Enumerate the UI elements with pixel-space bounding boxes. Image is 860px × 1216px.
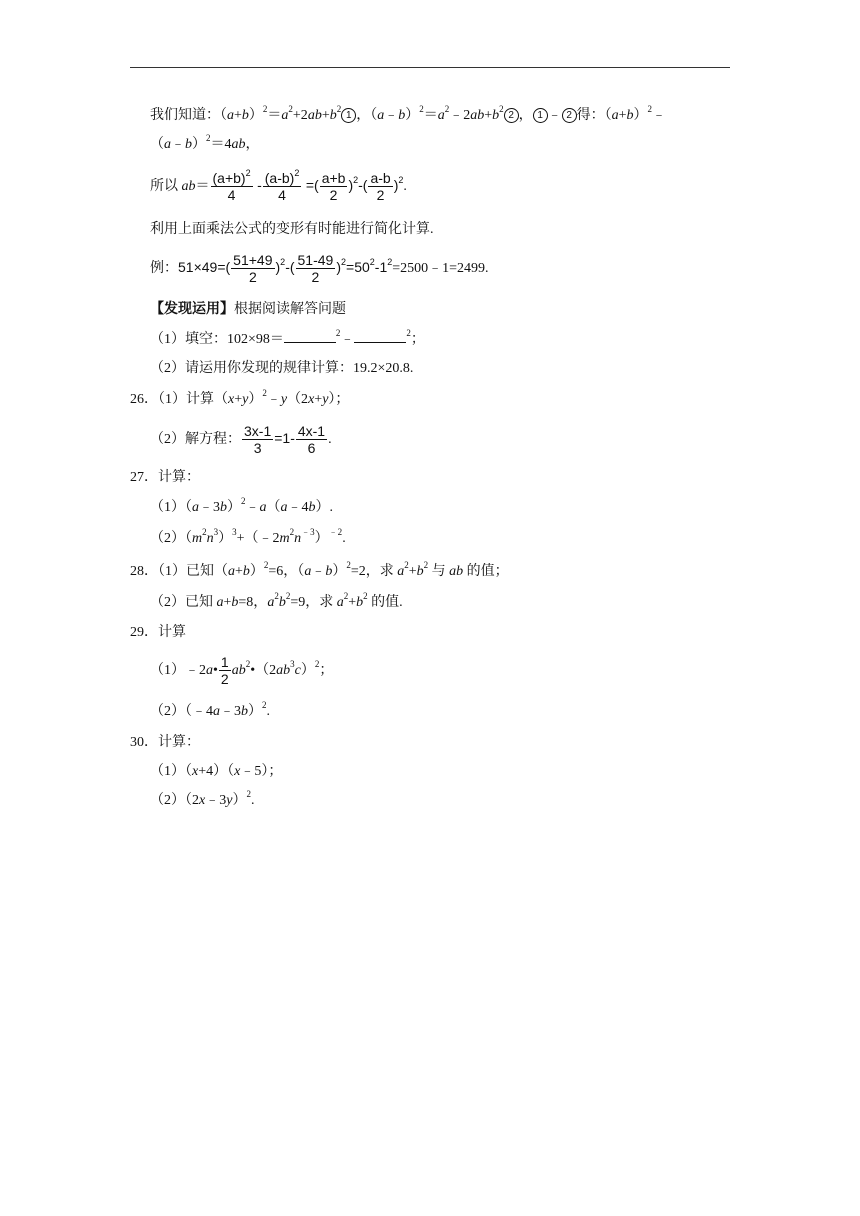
- problem-30-part-2: （2）（2x﹣3y）$^2$.: [150, 789, 255, 808]
- problem-29-part-1: （1）﹣2a• $\frac{1}{2}$ $ab^2•(2ab^3c)^2$；: [150, 654, 334, 688]
- fill-blank[interactable]: [284, 330, 336, 343]
- fraction: $\frac{(a-b)^2}{4}$: [264, 168, 300, 204]
- problem-26-part-1: 26．（1）计算$(x+y)^2﹣y(2x+y)$；: [130, 388, 350, 407]
- passage-line-2: （a﹣b）$^2$＝4ab，: [150, 133, 260, 152]
- problem-26-part-2: （2）解方程： $\frac{3x-1}{3}$ =1- $\frac{4x-1}{6}$ .: [150, 423, 332, 457]
- discover-heading: 【发现运用】根据阅读解答问题: [150, 302, 346, 317]
- passage-note: 利用上面乘法公式的变形有时能进行简化计算.: [150, 222, 434, 237]
- problem-30-part-1: （1）（x+4）（x﹣5）；: [150, 764, 283, 779]
- fill-blank[interactable]: [354, 330, 406, 343]
- problem-29-title: 29．计算: [130, 625, 186, 640]
- passage-example: 例：51×49=( $\frac{51+49}{2}$ )$^2$-( $\frac{51-49}{2}$ )$^2=50^2-1^2=2500﹣1=2499$.: [150, 252, 489, 286]
- passage-line-1: 我们知道：$(a+b)^2=a^2+2ab+b^21$ ，$(a﹣b)^2=a^2﹣2ab+b^22$ ， 1 ﹣ 2 得：$(a+b)^2﹣$: [150, 104, 667, 123]
- problem-28-part-1: 28．（1）已知$(a+b)^2=6$，（a﹣b）$^2$=2，求 $a^2+b^2$ 与 ab 的值；: [130, 560, 509, 579]
- fraction: $\frac{(a+b)^2}{4}$: [212, 168, 251, 204]
- problem-27-part-2: $(2)(m^2n^3)^3+(﹣2m^2n^{﹣3})^{﹣2}$.: [150, 527, 346, 546]
- discover-q1: （1）填空：102×98＝ $^2$﹣ $^2$；: [150, 328, 425, 347]
- problem-27-title: 27．计算：: [130, 470, 200, 485]
- problem-30-title: 30．计算：: [130, 735, 200, 750]
- problem-27-part-1: （1）（a﹣3b）$^2$﹣a（a﹣4b）.: [150, 496, 333, 515]
- header-rule: [130, 67, 730, 68]
- problem-28-part-2: （2）已知 a+b=8，$a^2b^2=9$，求 $a^2+b^2$ 的值.: [150, 591, 403, 610]
- problem-29-part-2: （2）（﹣4a﹣3b）$^2$.: [150, 700, 270, 719]
- discover-q2: （2）请运用你发现的规律计算：19.2×20.8.: [150, 361, 414, 376]
- passage-formula: 所以 ab＝ $\frac{(a+b)^2}{4}$ - $\frac{(a-b)^2}{4}$ =( $\frac{a+b}{2}$ )$^2$-( $\frac{a-b}{2}$ )$^2$.: [150, 168, 407, 204]
- circle-2-icon: 2: [504, 108, 519, 123]
- circle-1-icon: 1: [341, 108, 356, 123]
